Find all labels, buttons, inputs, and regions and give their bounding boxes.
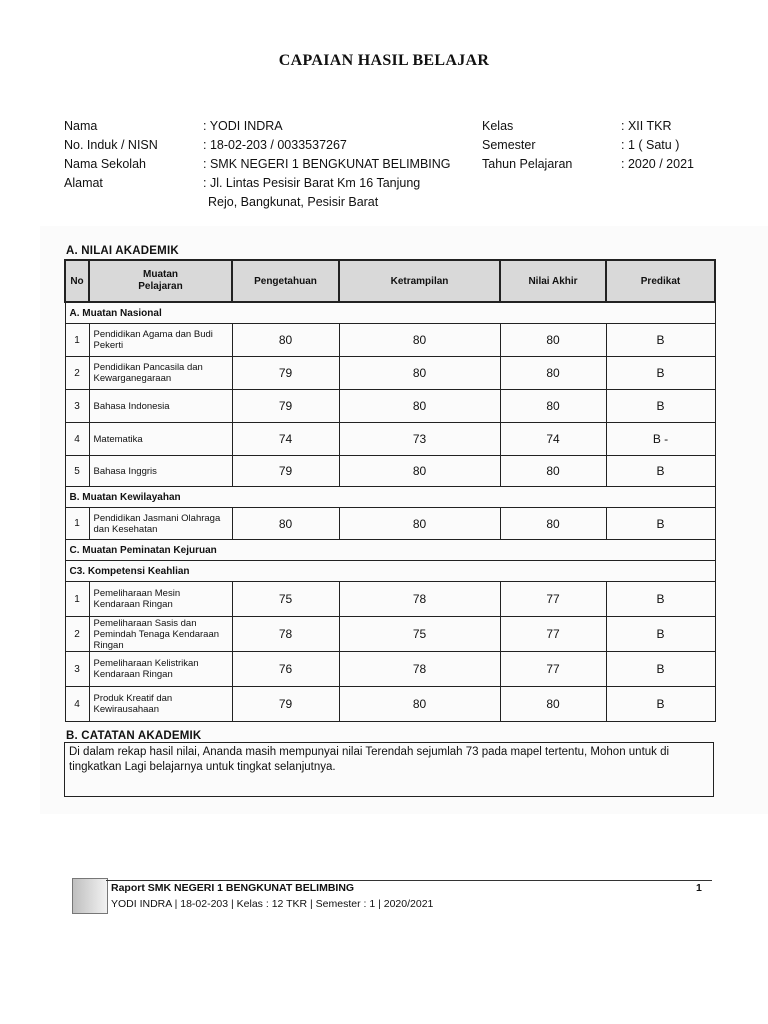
section-b-title: B. CATATAN AKADEMIK — [66, 730, 202, 742]
pengetahuan-cell: 79 — [232, 456, 339, 487]
predikat-cell: B — [606, 324, 715, 357]
student-info-left — [64, 117, 473, 212]
ketrampilan-cell: 75 — [339, 617, 500, 652]
group-label: C. Muatan Peminatan Kejuruan — [65, 540, 715, 561]
section-a-title: A. NILAI AKADEMIK — [66, 245, 179, 257]
pengetahuan-cell: 74 — [232, 423, 339, 456]
nilai-table — [64, 259, 716, 722]
alamat-row — [64, 174, 473, 193]
subject-cell: Pemeliharaan Sasis dan Pemindah Tenaga Kendaraan Ringan — [89, 617, 232, 652]
predikat-cell: B — [606, 508, 715, 540]
alamat-label: Alamat — [64, 176, 103, 190]
sekolah-label: Nama Sekolah — [64, 157, 146, 171]
group-row — [65, 540, 715, 561]
header-ketrampilan: Ketrampilan — [339, 260, 500, 302]
predikat-cell: B — [606, 687, 715, 722]
table-row — [65, 324, 715, 357]
pengetahuan-cell: 80 — [232, 324, 339, 357]
group-label: B. Muatan Kewilayahan — [65, 487, 715, 508]
predikat-cell: B — [606, 456, 715, 487]
pengetahuan-cell: 75 — [232, 582, 339, 617]
nilai-akhir-cell: 74 — [500, 423, 606, 456]
no-cell: 1 — [65, 324, 89, 357]
nilai-akhir-cell: 80 — [500, 324, 606, 357]
ketrampilan-cell: 80 — [339, 687, 500, 722]
table-row — [65, 508, 715, 540]
subject-cell: Pemeliharaan Mesin Kendaraan Ringan — [89, 582, 232, 617]
student-info-right — [482, 117, 694, 174]
pengetahuan-cell: 79 — [232, 357, 339, 390]
nilai-akhir-cell: 80 — [500, 456, 606, 487]
header-pengetahuan: Pengetahuan — [232, 260, 339, 302]
table-body — [65, 302, 715, 722]
tahun-label: Tahun Pelajaran — [482, 157, 573, 171]
table-row — [65, 390, 715, 423]
ketrampilan-cell: 73 — [339, 423, 500, 456]
pengetahuan-cell: 78 — [232, 617, 339, 652]
nama-value: : YODI INDRA — [203, 119, 283, 133]
pengetahuan-cell: 76 — [232, 652, 339, 687]
group-row — [65, 302, 715, 324]
nama-row — [64, 117, 473, 136]
kelas-value: : XII TKR — [621, 119, 672, 133]
sekolah-row — [64, 155, 473, 174]
nilai-akhir-cell: 80 — [500, 390, 606, 423]
footer-subtitle: YODI INDRA | 18-02-203 | Kelas : 12 TKR | Semester : 1 | 2020/2021 — [111, 898, 434, 910]
header-muatan: Muatan Pelajaran — [89, 260, 232, 302]
semester-value: : 1 ( Satu ) — [621, 138, 680, 152]
table-header-row — [65, 260, 715, 302]
table-row — [65, 456, 715, 487]
table-row — [65, 617, 715, 652]
group-label: C3. Kompetensi Keahlian — [65, 561, 715, 582]
no-cell: 1 — [65, 582, 89, 617]
no-cell: 2 — [65, 617, 89, 652]
predikat-cell: B — [606, 617, 715, 652]
predikat-cell: B — [606, 390, 715, 423]
predikat-cell: B - — [606, 423, 715, 456]
nilai-akhir-cell: 80 — [500, 508, 606, 540]
nama-label: Nama — [64, 119, 98, 133]
nilai-akhir-cell: 80 — [500, 687, 606, 722]
predikat-cell: B — [606, 652, 715, 687]
no-cell: 4 — [65, 687, 89, 722]
group-label: A. Muatan Nasional — [65, 302, 715, 324]
ketrampilan-cell: 80 — [339, 324, 500, 357]
induk-label: No. Induk / NISN — [64, 138, 158, 152]
ketrampilan-cell: 78 — [339, 582, 500, 617]
pengetahuan-cell: 80 — [232, 508, 339, 540]
subject-cell: Pendidikan Jasmani Olahraga dan Kesehatan — [89, 508, 232, 540]
sekolah-value: : SMK NEGERI 1 BENGKUNAT BELIMBING — [203, 157, 451, 171]
no-cell: 3 — [65, 390, 89, 423]
nilai-akhir-cell: 77 — [500, 582, 606, 617]
tahun-row — [482, 155, 694, 174]
ketrampilan-cell: 78 — [339, 652, 500, 687]
tahun-value: : 2020 / 2021 — [621, 157, 694, 171]
nilai-akhir-cell: 77 — [500, 617, 606, 652]
no-cell: 1 — [65, 508, 89, 540]
no-cell: 5 — [65, 456, 89, 487]
ketrampilan-cell: 80 — [339, 390, 500, 423]
nilai-akhir-cell: 77 — [500, 652, 606, 687]
semester-label: Semester — [482, 138, 536, 152]
header-no: No — [65, 260, 89, 302]
subject-cell: Pendidikan Agama dan Budi Pekerti — [89, 324, 232, 357]
subject-cell: Bahasa Inggris — [89, 456, 232, 487]
header-nilai-akhir: Nilai Akhir — [500, 260, 606, 302]
footer-divider — [106, 880, 712, 881]
ketrampilan-cell: 80 — [339, 508, 500, 540]
footer-gradient-block — [72, 878, 108, 914]
no-cell: 4 — [65, 423, 89, 456]
group-row — [65, 487, 715, 508]
ketrampilan-cell: 80 — [339, 456, 500, 487]
alamat-value-cont: Rejo, Bangkunat, Pesisir Barat — [208, 195, 379, 209]
group-row — [65, 561, 715, 582]
subject-cell: Pemeliharaan Kelistrikan Kendaraan Ringan — [89, 652, 232, 687]
no-cell: 3 — [65, 652, 89, 687]
table-row — [65, 582, 715, 617]
footer-title: Raport SMK NEGERI 1 BENGKUNAT BELIMBING — [111, 882, 355, 894]
kelas-row — [482, 117, 694, 136]
alamat-value: : Jl. Lintas Pesisir Barat Km 16 Tanjung — [203, 176, 421, 190]
pengetahuan-cell: 79 — [232, 687, 339, 722]
subject-cell: Matematika — [89, 423, 232, 456]
no-cell: 2 — [65, 357, 89, 390]
nilai-akhir-cell: 80 — [500, 357, 606, 390]
semester-row — [482, 136, 694, 155]
table-row — [65, 687, 715, 722]
table-row — [65, 357, 715, 390]
ketrampilan-cell: 80 — [339, 357, 500, 390]
catatan-box: Di dalam rekap hasil nilai, Ananda masih mempunyai nilai Terendah sejumlah 73 pada mapel tertentu, Mohon untuk di tingkatkan Lagi belajarnya untuk tingkat selanjutnya. — [64, 742, 714, 797]
subject-cell: Bahasa Indonesia — [89, 390, 232, 423]
induk-value: : 18-02-203 / 0033537267 — [203, 138, 347, 152]
header-predikat: Predikat — [606, 260, 715, 302]
subject-cell: Pendidikan Pancasila dan Kewarganegaraan — [89, 357, 232, 390]
induk-row — [64, 136, 473, 155]
subject-cell: Produk Kreatif dan Kewirausahaan — [89, 687, 232, 722]
kelas-label: Kelas — [482, 119, 514, 133]
footer-page-number: 1 — [696, 882, 702, 894]
table-row — [65, 652, 715, 687]
predikat-cell: B — [606, 357, 715, 390]
pengetahuan-cell: 79 — [232, 390, 339, 423]
page-title: CAPAIAN HASIL BELAJAR — [278, 52, 490, 69]
table-row — [65, 423, 715, 456]
predikat-cell: B — [606, 582, 715, 617]
